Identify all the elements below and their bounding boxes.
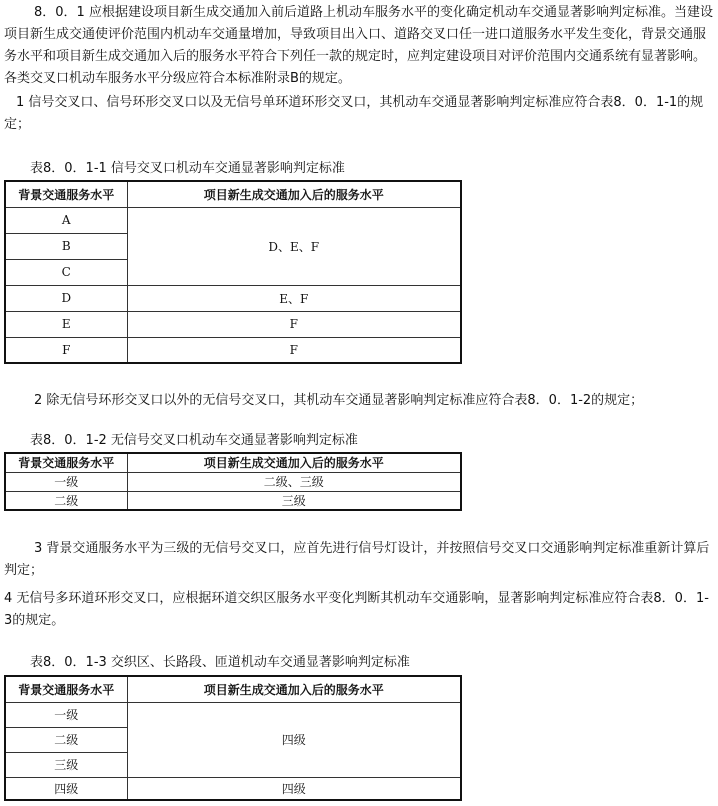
table-1-row-label: D [5,285,127,311]
table-2 [4,452,462,511]
table-2-cell: 三级 [127,491,461,510]
item-3-paragraph: 3 背景交通服务水平为三级的无信号交叉口，应首先进行信号灯设计，并按照信号交叉口交通影响判定标准重新计算后判定； [4,541,710,578]
table-1-row-label: B [5,233,127,259]
table-1-cell-f: F [127,337,461,363]
table-1-row-label: E [5,311,127,337]
table-3-cell-last: 四级 [127,777,461,800]
table-1-header-background: 背景交通服务水平 [5,181,127,207]
table-1-cell-e: F [127,311,461,337]
table-1-row-label: C [5,259,127,285]
table-1-row-label: F [5,337,127,363]
table-1-cell-abc: D、E、F [127,207,461,285]
table-2-row-label: 二级 [5,491,127,510]
table-2-row-label: 一级 [5,472,127,491]
table-2-header-background: 背景交通服务水平 [5,453,127,472]
table-1 [4,180,462,364]
table-3-cell-merged: 四级 [127,702,461,777]
table-3-header-background: 背景交通服务水平 [5,676,127,702]
item-1-paragraph: 1 信号交叉口、信号环形交叉口以及无信号单环道环形交叉口，其机动车交通显著影响判定标准应符合表8．0．1-1的规定； [4,95,704,132]
table-3-row-label: 二级 [5,727,127,752]
table-1-caption: 表8．0．1-1 信号交叉口机动车交通显著影响判定标准 [30,161,345,176]
table-3-row-label: 一级 [5,702,127,727]
table-3-row-label: 三级 [5,752,127,777]
table-1-row-label: A [5,207,127,233]
table-3-header-after: 项目新生成交通加入后的服务水平 [127,676,461,702]
table-2-header-after: 项目新生成交通加入后的服务水平 [127,453,461,472]
table-3-row-label: 四级 [5,777,127,800]
table-1-header-after: 项目新生成交通加入后的服务水平 [127,181,461,207]
table-3 [4,675,462,801]
section-8-0-1-paragraph: 8．0．1 应根据建设项目新生成交通加入前后道路上机动车服务水平的变化确定机动车交通显著影响判定标准。当建设项目新生成交通使评价范围内机动车交通量增加，导致项目出入口、道路交叉口任一进口道服务水平发生变化，背景交通服务水平和项目新生成交通加入后的服务水平符合下列任一款的规定时，应判定建设项目对评价范围内交通系统有显著影响。各类交叉口机动车服务水平分级应符合本标准附录B的规定。 [4,5,713,86]
table-3-caption: 表8．0．1-3 交织区、长路段、匝道机动车交通显著影响判定标准 [30,655,410,670]
table-1-cell-d: E、F [127,285,461,311]
table-2-caption: 表8．0．1-2 无信号交叉口机动车交通显著影响判定标准 [30,433,358,448]
item-2-paragraph: 2 除无信号环形交叉口以外的无信号交叉口，其机动车交通显著影响判定标准应符合表8．0．1-2的规定； [34,393,644,408]
item-4-paragraph: 4 无信号多环道环形交叉口，应根据环道交织区服务水平变化判断其机动车交通影响，显著影响判定标准应符合表8．0．1-3的规定。 [4,591,709,628]
table-2-cell: 二级、三级 [127,472,461,491]
